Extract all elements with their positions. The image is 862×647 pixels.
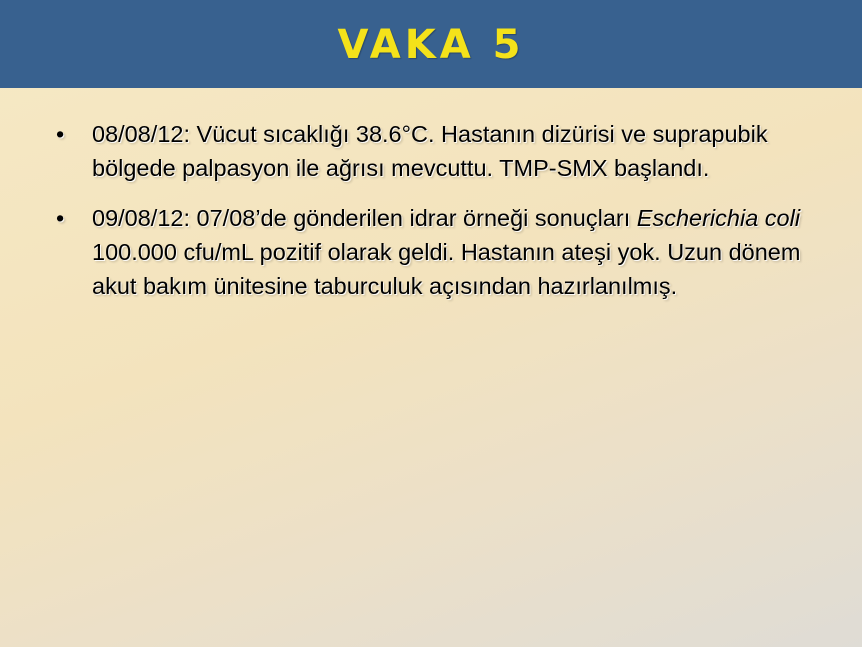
bullet-text-part-2: 100.000 cfu/mL pozitif olarak geldi. Hastanın ateşi yok. Uzun dönem akut bakım ünitesine taburculuk açısından hazırlanılmış. <box>92 239 801 299</box>
slide-content <box>56 117 816 319</box>
bullet-text: 08/08/12: Vücut sıcaklığı 38.6°C. Hastanın dizürisi ve suprapubik bölgede palpasyon ile ağrısı mevcuttu. TMP-SMX başlandı. <box>92 121 768 181</box>
bullet-text-part-1: 09/08/12: 07/08’de gönderilen idrar örneği sonuçları <box>92 205 637 231</box>
slide-title: VAKA 5 <box>337 22 525 68</box>
bullet-item-2 <box>56 201 816 303</box>
bullet-marker: • <box>56 205 65 231</box>
bullet-item-1 <box>56 117 816 185</box>
bullet-marker: • <box>56 121 65 147</box>
title-bar <box>0 0 862 88</box>
bacteria-name: Escherichia coli <box>636 205 801 231</box>
